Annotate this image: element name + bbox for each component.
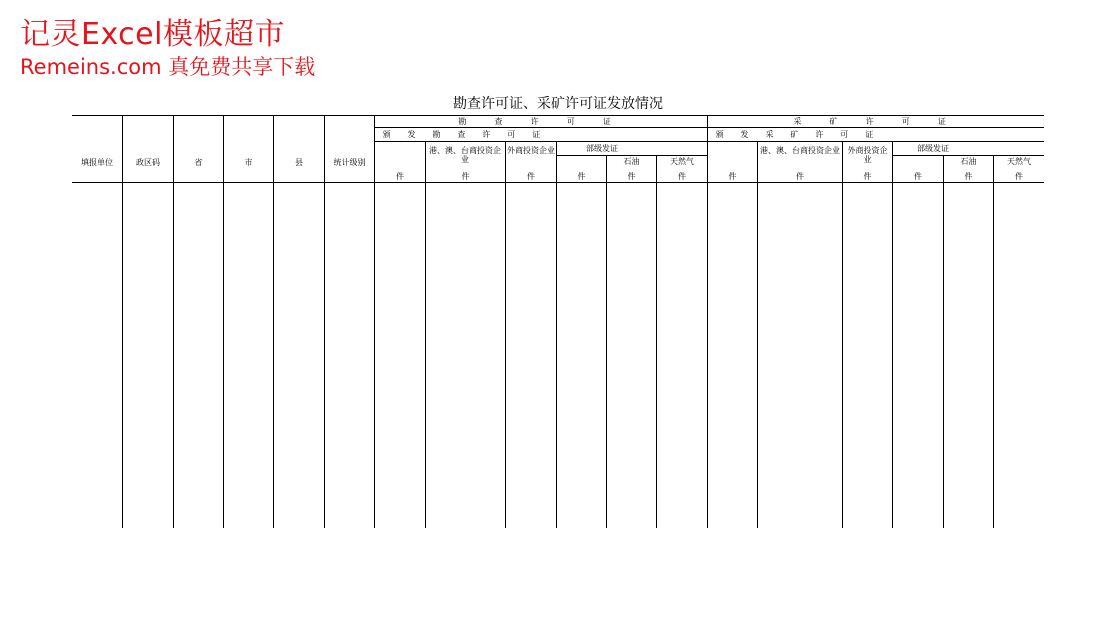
mining-hk-macao-tw-header: 港、澳、台商投资企业 (760, 146, 840, 155)
mining-group-header: 采 矿 许 可 证 (793, 117, 959, 126)
mining-foreign-header: 外商投资企业 (847, 146, 888, 164)
exploration-hk-macao-tw-header: 港、澳、台商投资企业 (429, 146, 501, 164)
header-reporter: 填报单位 (81, 158, 113, 167)
header-province: 省 (194, 158, 203, 167)
unit-cell: 件 (914, 172, 922, 181)
header-region-code: 政区码 (136, 158, 160, 167)
unit-cell: 件 (796, 172, 804, 181)
exploration-foreign-header: 外商投资企业 (507, 146, 555, 155)
unit-cell: 件 (678, 172, 686, 181)
mining-oil-header: 石油 (960, 157, 977, 166)
exploration-ministry-header: 部级发证 (586, 144, 618, 153)
unit-cell: 件 (577, 172, 586, 181)
header-stat-level: 统计级别 (333, 158, 366, 167)
exploration-gas-header: 天然气 (670, 157, 694, 166)
exploration-group-header: 勘 查 许 可 证 (458, 117, 624, 126)
mining-ministry-header: 部级发证 (917, 144, 949, 153)
unit-cell: 件 (527, 172, 535, 181)
watermark-subtitle: Remeins.com 真免费共享下载 (20, 55, 316, 79)
exploration-oil-header: 石油 (623, 157, 640, 166)
unit-cell: 件 (396, 172, 404, 181)
unit-cell: 件 (728, 172, 737, 181)
document-title: 勘查许可证、采矿许可证发放情况 (453, 96, 663, 112)
unit-cell: 件 (863, 172, 872, 181)
unit-cell: 件 (1015, 172, 1023, 181)
watermark-title: 记灵Excel模板超市 (20, 17, 285, 52)
header-county: 县 (295, 158, 303, 167)
unit-cell: 件 (461, 172, 470, 181)
header-city: 市 (244, 158, 253, 167)
mining-issued-header: 颁 发 采 矿 许 可 证 (715, 130, 881, 139)
unit-cell: 件 (964, 172, 973, 181)
exploration-issued-header: 颁 发 勘 查 许 可 证 (382, 130, 548, 139)
unit-cell: 件 (627, 172, 636, 181)
mining-gas-header: 天然气 (1007, 157, 1031, 166)
